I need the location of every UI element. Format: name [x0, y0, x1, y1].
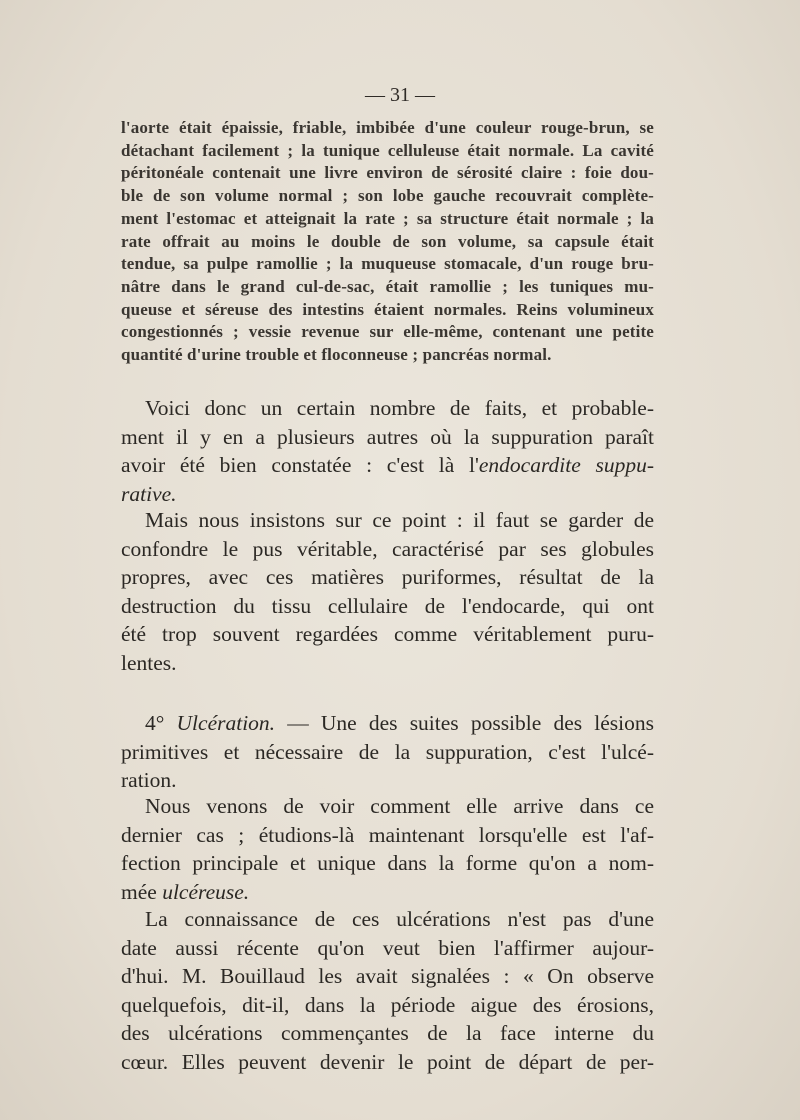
text-line: l'aorte était épaissie, friable, imbibée d'une couleur rouge-brun, se [121, 118, 654, 137]
section-title: Ulcération. [176, 711, 276, 735]
text-line: rate offrait au moins le double de son volume, sa capsule était [121, 231, 654, 251]
text-line: ration. [121, 768, 177, 793]
text-line: cœur. Elles peuvent devenir le point de départ de per- [121, 1049, 654, 1074]
paragraph-ulcerative-form [121, 792, 654, 906]
text-line: primitives et nécessaire de la suppuration, c'est l'ulcé- [121, 739, 654, 764]
text-line: congestionnés ; vessie revenue sur elle-même, contenant une petite [121, 322, 654, 342]
text-line: des ulcérations commençantes de la face interne du [121, 1021, 654, 1046]
text-line: rative. [121, 481, 177, 506]
text-line: dernier cas ; étudions-là maintenant lorsqu'elle est l'af- [121, 822, 654, 847]
text-line: Nous venons de voir comment elle arrive dans ce [145, 794, 654, 818]
text-line: queuse et séreuse des intestins étaient normales. Reins volumineux [121, 299, 654, 319]
text-line: détachant facilement ; la tunique celluleuse était normale. La cavité [121, 140, 654, 160]
text-line: ment l'estomac et atteignait la rate ; sa structure était normale ; la [121, 208, 654, 228]
text-line: date aussi récente qu'on veut bien l'affirmer aujour- [121, 935, 654, 960]
text-line: fection principale et unique dans la forme qu'on a nom- [121, 851, 654, 876]
paragraph-suppurative [121, 394, 654, 508]
text-line: confondre le pus véritable, caractérisé par ses globules [121, 536, 654, 561]
text-line: quantité d'urine trouble et floconneuse ; pancréas normal. [121, 345, 552, 365]
section-ulceration [121, 709, 654, 795]
text-line: tendue, sa pulpe ramollie ; la muqueuse stomacale, d'un rouge bru- [121, 254, 654, 274]
section-number: 4° [145, 711, 165, 735]
text-line: quelquefois, dit-il, dans la période aigue des érosions, [121, 992, 654, 1017]
text-line: Mais nous insistons sur ce point : il faut se garder de [145, 508, 654, 532]
text-line: ble de son volume normal ; son lobe gauche recouvrait complète- [121, 186, 654, 206]
text-line: péritonéale contenait une livre environ de sérosité claire : foie dou- [121, 163, 654, 183]
paragraph-bouillaud [121, 905, 654, 1077]
autopsy-paragraph [121, 117, 654, 367]
text-line: propres, avec ces matières puriformes, résultat de la [121, 565, 654, 590]
text-line: La connaissance de ces ulcérations n'est pas d'une [145, 907, 654, 931]
text-line: Voici donc un certain nombre de faits, et probable- [145, 396, 654, 420]
text-line: été trop souvent regardées comme véritablement puru- [121, 622, 654, 647]
text-line: nâtre dans le grand cul-de-sac, était ramollie ; les tuniques mu- [121, 276, 654, 296]
text-line: d'hui. M. Bouillaud les avait signalées : « On observe [121, 964, 654, 989]
text-line: lentes. [121, 650, 177, 675]
text-line: ment il y en a plusieurs autres où la suppuration paraît [121, 424, 654, 449]
text-line: avoir été bien constatée : c'est là l'endocardite suppu- [121, 453, 655, 478]
text-line: destruction du tissu cellulaire de l'endocarde, qui ont [121, 593, 654, 618]
page-number: — 31 — [365, 84, 435, 106]
paragraph-warning [121, 506, 654, 678]
section-heading-line: 4° Ulcération. — Une des suites possible des lésions [145, 711, 655, 735]
text-line: mée ulcéreuse. [121, 879, 250, 904]
